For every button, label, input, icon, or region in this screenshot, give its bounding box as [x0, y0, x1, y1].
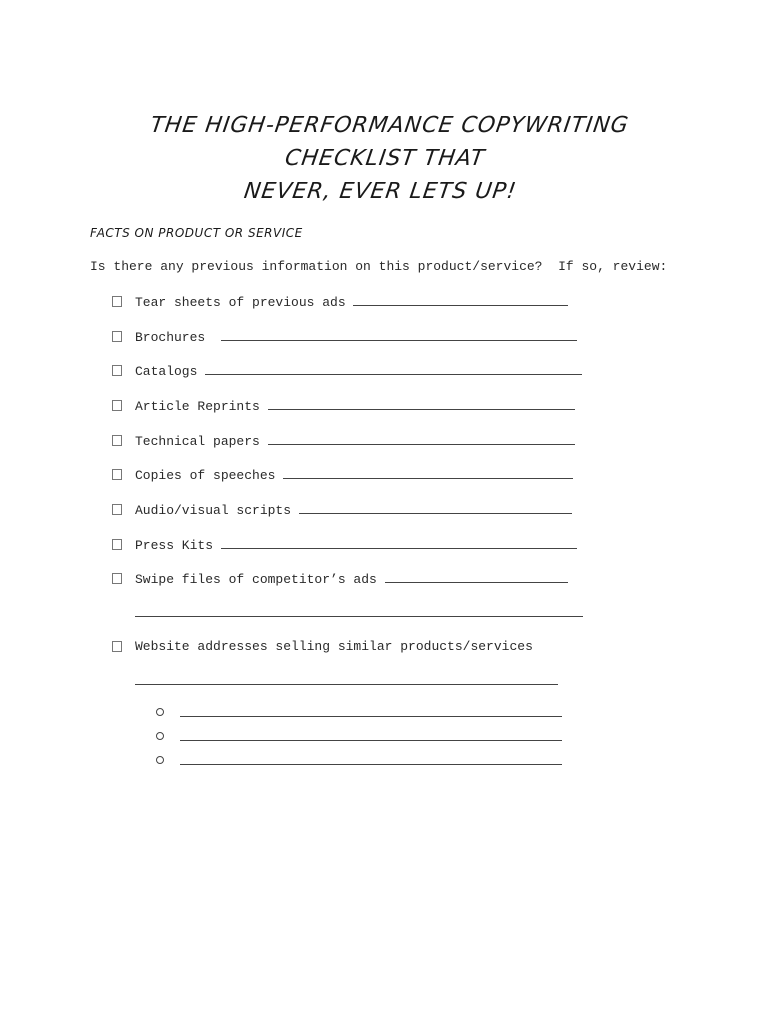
checkbox[interactable] — [112, 435, 122, 446]
item-label: Swipe files of competitor’s ads — [135, 572, 377, 587]
fill-in-line[interactable] — [221, 536, 577, 549]
fill-in-line[interactable] — [268, 397, 575, 410]
fill-in-line[interactable] — [205, 362, 582, 375]
checkbox[interactable] — [112, 641, 122, 652]
checkbox[interactable] — [112, 573, 122, 584]
fill-in-line[interactable] — [180, 728, 562, 741]
item-label: Copies of speeches — [135, 468, 276, 483]
checklist-item-catalogs[interactable] — [112, 362, 198, 380]
checklist-item-swipe-files-continuation — [112, 604, 143, 622]
item-label: Brochures — [135, 330, 206, 345]
checklist-item-technical-papers[interactable] — [112, 432, 260, 450]
checklist-item-website-addresses-continuation — [112, 672, 143, 690]
checkbox[interactable] — [112, 331, 122, 342]
circle-bullet-icon — [156, 756, 164, 764]
checklist-item-audio-visual-scripts[interactable] — [112, 501, 292, 519]
item-label: Tear sheets of previous ads — [135, 295, 346, 310]
intro-text: Is there any previous information on this product/service? If so, review: — [90, 259, 668, 274]
fill-in-line[interactable] — [283, 466, 573, 479]
item-label: Technical papers — [135, 434, 260, 449]
checklist-item-press-kits[interactable] — [112, 536, 214, 554]
item-label: Article Reprints — [135, 399, 260, 414]
item-label: Press Kits — [135, 538, 214, 553]
fill-in-line[interactable] — [135, 672, 558, 685]
fill-in-line[interactable] — [299, 501, 572, 514]
checkbox[interactable] — [112, 504, 122, 515]
checkbox[interactable] — [112, 539, 122, 550]
checklist-item-website-addresses[interactable] — [112, 638, 533, 656]
section-heading: FACTS ON PRODUCT OR SERVICE — [90, 226, 303, 240]
item-label: Audio/visual scripts — [135, 503, 292, 518]
fill-in-line[interactable] — [385, 570, 568, 583]
checklist-item-tear-sheets[interactable] — [112, 293, 346, 311]
fill-in-line[interactable] — [180, 704, 562, 717]
checkbox[interactable] — [112, 296, 122, 307]
item-label: Catalogs — [135, 364, 198, 379]
item-label: Website addresses selling similar products/services — [135, 639, 533, 654]
checklist-item-copies-of-speeches[interactable] — [112, 466, 276, 484]
title-line-1: THE HIGH-PERFORMANCE COPYWRITING CHECKLIST THAT — [148, 112, 631, 171]
page-title — [83, 109, 687, 208]
fill-in-line[interactable] — [135, 604, 583, 617]
checklist-item-swipe-files[interactable] — [112, 570, 377, 588]
checkbox[interactable] — [112, 469, 122, 480]
fill-in-line[interactable] — [353, 293, 568, 306]
title-line-2: NEVER, EVER LETS UP! — [242, 178, 519, 204]
circle-bullet-icon — [156, 708, 164, 716]
checkbox[interactable] — [112, 400, 122, 411]
checklist-item-article-reprints[interactable] — [112, 397, 260, 415]
checkbox[interactable] — [112, 365, 122, 376]
circle-bullet-icon — [156, 732, 164, 740]
fill-in-line[interactable] — [268, 432, 575, 445]
fill-in-line[interactable] — [180, 752, 562, 765]
fill-in-line[interactable] — [221, 328, 577, 341]
checklist-item-brochures[interactable] — [112, 328, 206, 346]
